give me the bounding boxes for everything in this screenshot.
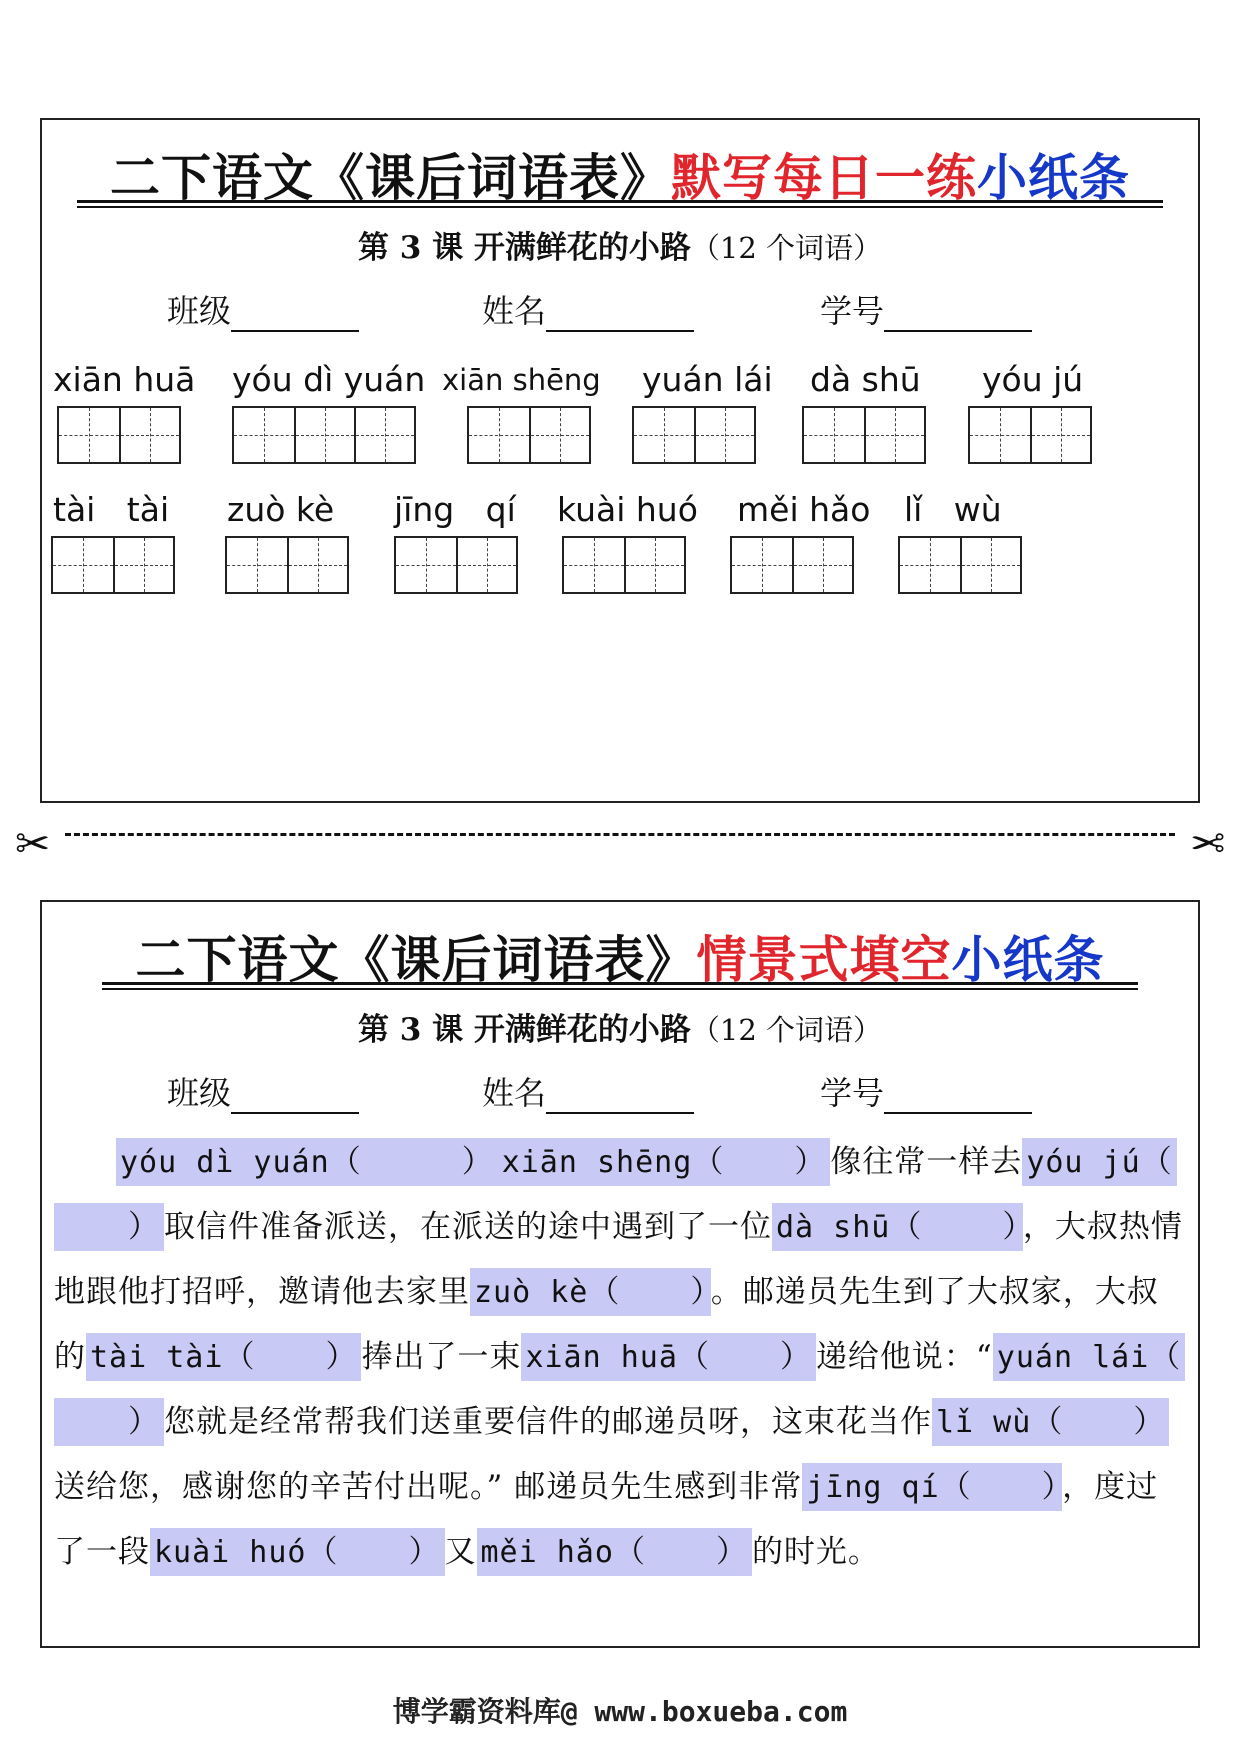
- blank-pinyin: jīng qí: [806, 1470, 940, 1505]
- fill-blank[interactable]: xiān shēng（ ）: [498, 1138, 831, 1186]
- student-number-blank[interactable]: [884, 294, 1032, 332]
- writing-cell[interactable]: [970, 408, 1030, 462]
- student-info-row: [42, 1068, 1198, 1114]
- word-count: （12 个词语）: [690, 231, 883, 265]
- class-label: 班级: [167, 292, 232, 330]
- student-number-field[interactable]: [820, 1068, 1032, 1114]
- title-underline: [102, 982, 1138, 990]
- word-pinyin: zuò kè: [227, 490, 335, 529]
- writing-grid[interactable]: [467, 406, 591, 464]
- title-part-black: 二下语文《课后词语表》: [135, 931, 697, 989]
- word-pinyin: tài tài: [53, 490, 170, 529]
- fill-blank[interactable]: yóu dì yuán（ ）: [116, 1138, 498, 1186]
- writing-cell[interactable]: [469, 408, 529, 462]
- fill-blank[interactable]: lǐ wù（ ）: [932, 1398, 1169, 1446]
- student-number-field[interactable]: [820, 286, 1032, 332]
- writing-cell[interactable]: [960, 538, 1020, 592]
- writing-cell[interactable]: [53, 538, 113, 592]
- writing-cell[interactable]: [287, 538, 347, 592]
- writing-cell[interactable]: [624, 538, 684, 592]
- lesson-title: 第 3 课 开满鲜花的小路: [357, 1012, 691, 1048]
- word-pinyin: měi hǎo: [737, 490, 871, 529]
- writing-cell[interactable]: [354, 408, 414, 462]
- writing-cell[interactable]: [732, 538, 792, 592]
- name-label: 姓名: [482, 292, 547, 330]
- writing-cell[interactable]: [529, 408, 589, 462]
- writing-grid[interactable]: [51, 536, 175, 594]
- writing-grid[interactable]: [225, 536, 349, 594]
- class-blank[interactable]: [231, 1076, 359, 1114]
- word-item: [810, 360, 926, 464]
- writing-cell[interactable]: [694, 408, 754, 462]
- class-label: 班级: [167, 1074, 232, 1112]
- writing-cell[interactable]: [564, 538, 624, 592]
- passage-text: 捧出了一束: [361, 1339, 522, 1375]
- word-item: [982, 360, 1092, 464]
- name-field[interactable]: [482, 286, 694, 332]
- fill-blank[interactable]: zuò kè（ ）: [470, 1268, 711, 1316]
- name-field[interactable]: [482, 1068, 694, 1114]
- passage-text: 您就是经常帮我们送重要信件的邮递员呀，这束花当作: [164, 1404, 932, 1440]
- blank-pinyin: měi hǎo: [480, 1535, 614, 1570]
- blank-pinyin: lǐ wù: [936, 1405, 1032, 1440]
- footer-url[interactable]: @ www.boxueba.com: [560, 1695, 848, 1728]
- word-item: [904, 490, 1022, 594]
- word-item: [557, 490, 698, 594]
- footer-watermark: [0, 1690, 1240, 1730]
- dictation-sheet: [40, 118, 1200, 803]
- title-part-blue: 小纸条: [977, 149, 1130, 207]
- word-item: [737, 490, 870, 594]
- writing-grid[interactable]: [562, 536, 686, 594]
- fill-in-sheet: [40, 900, 1200, 1648]
- student-number-label: 学号: [820, 1074, 885, 1112]
- fill-blank[interactable]: měi hǎo（ ）: [477, 1528, 752, 1576]
- writing-cell[interactable]: [900, 538, 960, 592]
- blank-pinyin: tài tài: [90, 1340, 224, 1375]
- writing-grid[interactable]: [232, 406, 416, 464]
- name-blank[interactable]: [546, 294, 694, 332]
- passage-text: 又: [444, 1534, 477, 1570]
- word-pinyin: yuán lái: [642, 360, 773, 399]
- fill-blank[interactable]: xiān huā（ ）: [521, 1333, 816, 1381]
- scissors-icon: ✂: [15, 819, 51, 868]
- class-field[interactable]: [167, 1068, 359, 1114]
- writing-cell[interactable]: [59, 408, 119, 462]
- student-number-blank[interactable]: [884, 1076, 1032, 1114]
- footer-site-name: 博学霸资料库: [392, 1695, 561, 1728]
- writing-grid[interactable]: [730, 536, 854, 594]
- passage-text: 。邮递员先生到了大叔家，大叔的: [54, 1274, 1159, 1375]
- blank-pinyin: dà shū: [776, 1210, 891, 1245]
- word-item: [232, 360, 425, 464]
- writing-grid[interactable]: [394, 536, 518, 594]
- name-label: 姓名: [482, 1074, 547, 1112]
- writing-grid[interactable]: [968, 406, 1092, 464]
- word-pinyin: dà shū: [810, 360, 921, 399]
- title-part-red: 情景式填空: [696, 931, 952, 989]
- writing-cell[interactable]: [634, 408, 694, 462]
- word-item: [394, 490, 518, 594]
- lesson-subtitle: [42, 1004, 1198, 1049]
- blank-pinyin: yóu jú: [1026, 1145, 1141, 1180]
- fill-blank[interactable]: yóu jú（）: [54, 1138, 1177, 1251]
- passage-text: 递给他说：“: [815, 1339, 993, 1375]
- writing-cell[interactable]: [227, 538, 287, 592]
- word-pinyin: xiān shēng: [442, 363, 601, 397]
- title-part-black: 二下语文《课后词语表》: [110, 149, 671, 207]
- writing-cell[interactable]: [396, 538, 456, 592]
- word-item: [227, 490, 349, 594]
- student-info-row: [42, 286, 1198, 332]
- word-item: [642, 360, 773, 464]
- fill-blank[interactable]: dà shū（ ）: [772, 1203, 1023, 1251]
- name-blank[interactable]: [546, 1076, 694, 1114]
- story-passage: [54, 1130, 1186, 1585]
- writing-grid[interactable]: [802, 406, 926, 464]
- word-pinyin: xiān huā: [53, 360, 196, 399]
- lesson-title: 第 3 课 开满鲜花的小路: [357, 230, 691, 266]
- writing-cell[interactable]: [864, 408, 924, 462]
- fill-blank[interactable]: yuán lái（）: [54, 1333, 1185, 1446]
- title-part-blue: 小纸条: [951, 931, 1105, 989]
- writing-grid[interactable]: [898, 536, 1022, 594]
- blank-pinyin: kuài huó: [154, 1535, 307, 1570]
- cut-line: [65, 833, 1175, 836]
- passage-text: 的时光。: [751, 1534, 880, 1570]
- passage-text: 送给您，感谢您的辛苦付出呢。” 邮递员先生感到非常: [54, 1469, 803, 1505]
- writing-cell[interactable]: [119, 408, 179, 462]
- fill-blank[interactable]: tài tài（ ）: [86, 1333, 361, 1381]
- word-pinyin: yóu jú: [982, 360, 1084, 399]
- word-item: [53, 490, 175, 594]
- fill-blank[interactable]: jīng qí（ ）: [802, 1463, 1062, 1511]
- word-count: （12 个词语）: [690, 1013, 883, 1047]
- writing-cell[interactable]: [113, 538, 173, 592]
- fill-blank[interactable]: kuài huó（ ）: [150, 1528, 445, 1576]
- blank-pinyin: xiān shēng: [501, 1145, 693, 1180]
- writing-cell[interactable]: [804, 408, 864, 462]
- passage-text: ，大叔热情地跟他打招呼，邀请他去家里: [54, 1209, 1183, 1310]
- title-underline: [77, 200, 1163, 208]
- writing-grid[interactable]: [632, 406, 756, 464]
- passage-text: ，度过了一段: [54, 1469, 1159, 1570]
- class-field[interactable]: [167, 286, 359, 332]
- word-item: [53, 360, 195, 464]
- blank-pinyin: zuò kè: [474, 1275, 589, 1310]
- title-part-red: 默写每日一练: [671, 149, 977, 207]
- blank-pinyin: xiān huā: [525, 1340, 678, 1375]
- class-blank[interactable]: [231, 294, 359, 332]
- word-pinyin: jīng qí: [394, 490, 516, 529]
- passage-text: 像往常一样去: [830, 1144, 1023, 1180]
- blank-pinyin: yuán lái: [996, 1340, 1150, 1375]
- writing-cell[interactable]: [456, 538, 516, 592]
- writing-grid[interactable]: [57, 406, 181, 464]
- student-number-label: 学号: [820, 292, 885, 330]
- word-pinyin: kuài huó: [557, 490, 698, 529]
- lesson-subtitle: [42, 222, 1198, 267]
- word-item: [442, 360, 601, 464]
- word-pinyin: yóu dì yuán: [232, 360, 426, 399]
- word-pinyin: lǐ wù: [904, 490, 1002, 529]
- passage-text: 取信件准备派送，在派送的途中遇到了一位: [164, 1209, 772, 1245]
- writing-cell[interactable]: [294, 408, 354, 462]
- writing-cell[interactable]: [1030, 408, 1090, 462]
- writing-cell[interactable]: [234, 408, 294, 462]
- scissors-icon: ✂: [1189, 819, 1225, 868]
- blank-pinyin: yóu dì yuán: [120, 1145, 330, 1180]
- writing-cell[interactable]: [792, 538, 852, 592]
